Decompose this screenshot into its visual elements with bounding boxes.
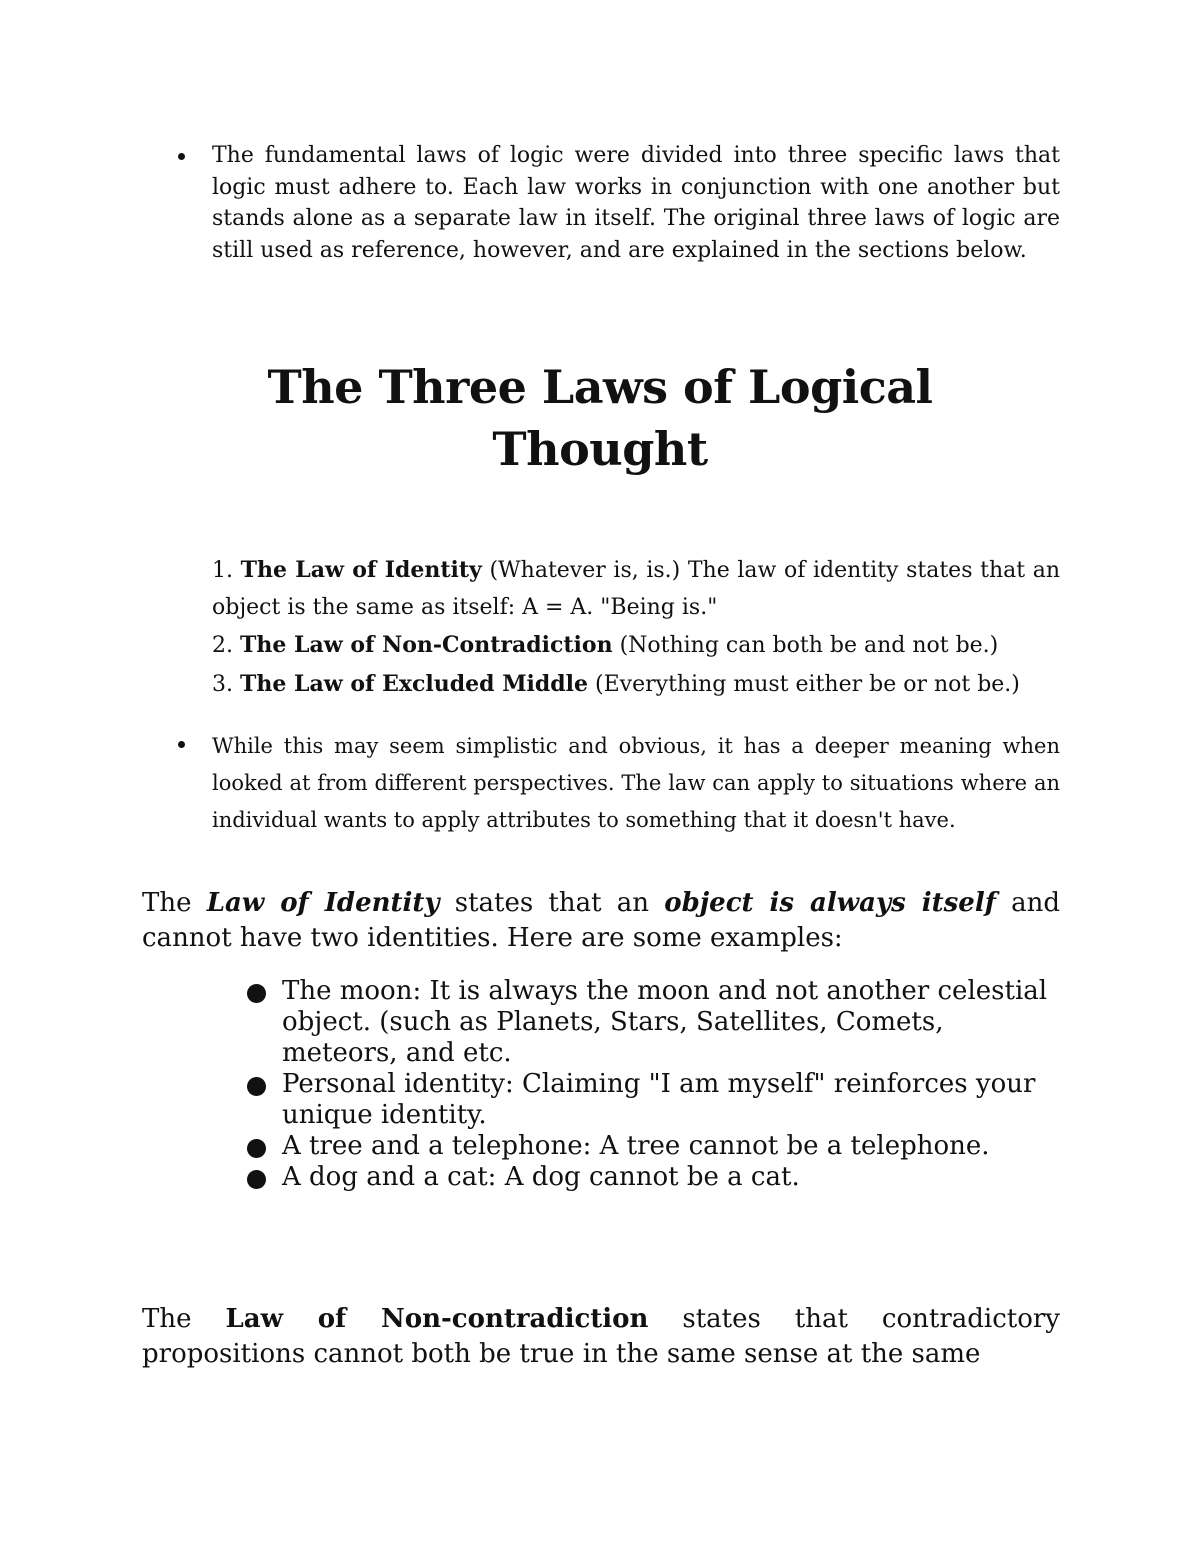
identity-emphasis: object is always itself [664, 888, 996, 918]
intro-bullet-item [174, 140, 1060, 266]
page-title: The Three Laws of Logical Thought [267, 360, 933, 476]
bullet-dot-icon [247, 1170, 266, 1189]
laws-list [212, 552, 1060, 704]
law-description: (Nothing can both be and not be.) [619, 633, 999, 658]
example-text: Personal identity: Claiming "I am myself" reinforces your unique identity. [282, 1069, 1036, 1130]
law-name: The Law of Identity [240, 557, 482, 583]
law-number: 3. [212, 672, 233, 697]
example-text: The moon: It is always the moon and not another celestial object. (such as Planets, Stars, Satellites, Comets, meteors, and etc. [282, 976, 1048, 1068]
law-name: The Law of Excluded Middle [240, 671, 589, 697]
example-item [244, 1069, 1064, 1131]
example-item [244, 976, 1064, 1069]
example-item [244, 1131, 1064, 1162]
intro-bullet-text: The fundamental laws of logic were divided into three specific laws that logic must adhere to. Each law works in conjunction with one another but stands alone as a separate law in itself. The original three laws of logic are still used as reference, however, and are explained in the sections below. [212, 143, 1060, 263]
bullet-dot-icon [247, 984, 266, 1003]
bullet-dot-icon [247, 1139, 266, 1158]
law-description: (Whatever is, is.) The law of identity states that an object is the same as itself: A = A. "Being is." [212, 558, 1060, 620]
bullet-dot-icon [247, 1077, 266, 1096]
identity-paragraph-part2: states that an [439, 888, 665, 918]
examples-list [244, 976, 1064, 1193]
noncontradiction-part1: The [142, 1304, 226, 1334]
example-text: A tree and a telephone: A tree cannot be a telephone. [282, 1131, 990, 1161]
identity-term: Law of Identity [206, 888, 440, 918]
intro-bullet-list [174, 140, 1060, 266]
law-item [212, 552, 1060, 626]
law-number: 1. [212, 558, 233, 583]
second-bullet-item [174, 728, 1060, 839]
second-bullet-text: While this may seem simplistic and obvious, it has a deeper meaning when looked at from different perspectives. The law can apply to situations where an individual wants to apply attributes to something that it doesn't have. [212, 734, 1060, 832]
law-name: The Law of Non-Contradiction [240, 632, 613, 658]
second-bullet-list [174, 728, 1060, 839]
example-text: A dog and a cat: A dog cannot be a cat. [282, 1162, 800, 1192]
identity-paragraph [142, 886, 1060, 956]
noncontradiction-line1 [142, 1302, 1060, 1337]
noncontradiction-part3: propositions cannot both be true in the same sense at the same [142, 1339, 981, 1369]
identity-paragraph-part3: and cannot have two identities. Here are some examples: [142, 888, 1060, 953]
bullet-dot-icon [178, 741, 185, 748]
bullet-dot-icon [178, 153, 185, 160]
law-item [212, 626, 1060, 665]
noncontradiction-part2: states that contradictory [648, 1304, 1060, 1334]
law-item [212, 665, 1060, 704]
law-description: (Everything must either be or not be.) [595, 672, 1020, 697]
law-number: 2. [212, 633, 233, 658]
example-item [244, 1162, 1064, 1193]
noncontradiction-term: Law of Non-contradiction [225, 1304, 649, 1334]
identity-paragraph-part1: The [142, 888, 207, 918]
noncontradiction-paragraph [142, 1302, 1060, 1372]
